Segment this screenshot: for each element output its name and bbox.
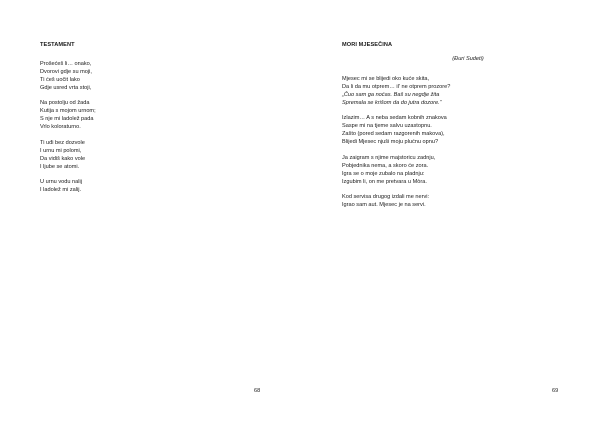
verse-line: Na postolju od žada <box>40 100 90 107</box>
verse-line: Mjesec mi se blijedi oko kuće skita, <box>342 76 430 82</box>
verse-line: Saspe mi na tjeme salvu uzastopnu. <box>342 123 432 130</box>
verse-line: Ti uđi bez dozvole <box>40 139 85 146</box>
stanza <box>40 179 96 195</box>
verse-line: Da vidiš kako vole <box>40 155 86 162</box>
verse-line: Vrlo koloraturno. <box>40 124 81 131</box>
page-number-left: 68 <box>254 388 261 394</box>
verse-line: Izgubim li, on me pretvara u Mòra. <box>342 178 427 185</box>
verse-line: Ti ćeš uočit lako <box>40 76 80 83</box>
verse-line: Igra se o moje zubalo na pladnju: <box>342 170 425 177</box>
poem-title-testament: TESTAMENT <box>40 42 75 48</box>
right-poem-body <box>342 76 450 218</box>
verse-line: Da li da mu otprem… il' ne otprem prozore? <box>342 83 451 90</box>
stanza <box>342 155 450 187</box>
stanza <box>342 76 450 108</box>
verse-line: I ladolež mi zalij. <box>40 187 82 194</box>
stanza <box>342 115 450 147</box>
verse-line: U urnu vodu nalij <box>40 179 82 186</box>
verse-line: Prošećeš li… onako, <box>40 61 92 67</box>
verse-line: Ja zaigram s njime majstoricu zadnju, <box>342 154 436 161</box>
stanza <box>40 61 96 93</box>
page-number-right: 69 <box>552 388 559 394</box>
poem-title-mori-mjesecina: MORI MJESEČINA <box>342 42 393 48</box>
verse-line: I urnu mi polomi, <box>40 147 82 154</box>
right-page <box>300 0 600 423</box>
verse-line: Izlazim… A s neba sedam kobnih znakova <box>342 115 447 122</box>
stanza <box>40 140 96 172</box>
left-poem-body <box>40 61 96 203</box>
verse-line: Spremala se krišom da do jutra dozore.“ <box>342 99 442 106</box>
verse-line: Blijedi Mjesec njuši moju plućnu opnu? <box>342 139 439 146</box>
verse-line: S nje mi ladolež pada <box>40 116 94 123</box>
verse-line: Pobjednika nema, a skoro će zora. <box>342 162 429 169</box>
verse-line: I ljube se atomi. <box>40 163 80 170</box>
verse-line: Dvorovi gdje su moji, <box>40 68 92 75</box>
poem-dedication: (Đuri Sudeti) <box>452 56 484 62</box>
verse-line: Kod servisa drugog izdali me nervi: <box>342 194 430 201</box>
verse-line: „Čuo sam ga noćas. Baš su negdje žita <box>342 91 440 98</box>
verse-line: Gdje usred vrta stoji, <box>40 84 92 91</box>
stanza <box>342 194 450 210</box>
verse-line: Igrao sam aut. Mjesec je na servi. <box>342 202 426 209</box>
verse-line: Zašto (pored sedam razgorenih makova), <box>342 131 445 138</box>
verse-line: Kutija s mojom urnom; <box>40 108 96 115</box>
stanza <box>40 100 96 132</box>
